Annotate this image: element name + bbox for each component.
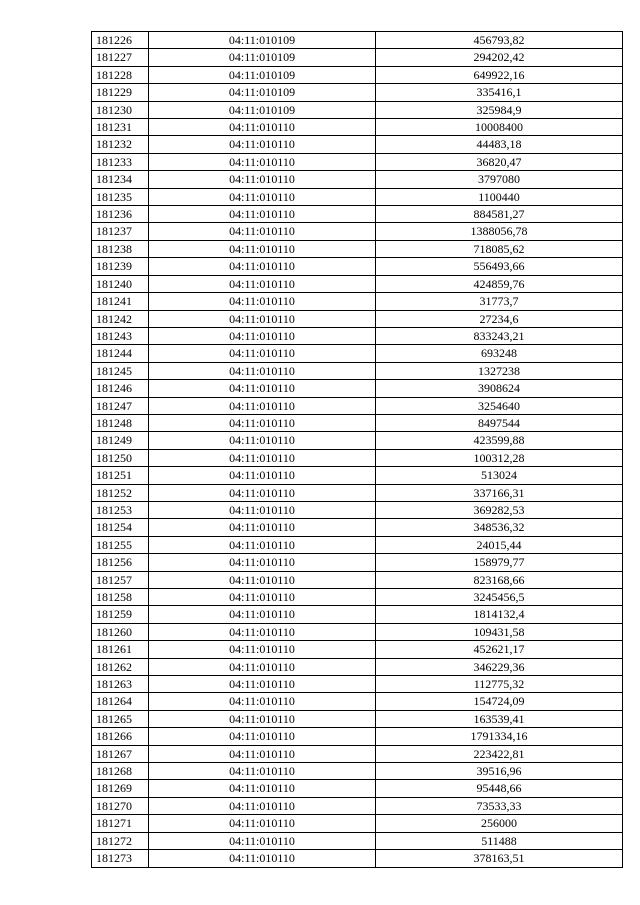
row-id-cell: 181226 <box>92 32 149 49</box>
cadastral-code-cell: 04:11:010110 <box>149 206 376 223</box>
value-cell: 112775,32 <box>376 676 623 693</box>
value-cell: 163539,41 <box>376 710 623 727</box>
value-cell: 1388056,78 <box>376 223 623 240</box>
value-cell: 73533,33 <box>376 797 623 814</box>
value-cell: 31773,7 <box>376 293 623 310</box>
row-id-cell: 181237 <box>92 223 149 240</box>
row-id-cell: 181255 <box>92 536 149 553</box>
cadastral-code-cell: 04:11:010110 <box>149 345 376 362</box>
table-row <box>92 380 623 397</box>
table-row <box>92 658 623 675</box>
data-table <box>91 31 623 868</box>
cadastral-code-cell: 04:11:010110 <box>149 763 376 780</box>
value-cell: 456793,82 <box>376 32 623 49</box>
row-id-cell: 181265 <box>92 710 149 727</box>
value-cell: 10008400 <box>376 119 623 136</box>
cadastral-code-cell: 04:11:010110 <box>149 188 376 205</box>
cadastral-code-cell: 04:11:010109 <box>149 49 376 66</box>
table-row <box>92 101 623 118</box>
row-id-cell: 181256 <box>92 554 149 571</box>
row-id-cell: 181231 <box>92 119 149 136</box>
cadastral-code-cell: 04:11:010110 <box>149 728 376 745</box>
row-id-cell: 181238 <box>92 240 149 257</box>
table-row <box>92 693 623 710</box>
row-id-cell: 181254 <box>92 519 149 536</box>
table-row <box>92 310 623 327</box>
cadastral-code-cell: 04:11:010109 <box>149 84 376 101</box>
table-row <box>92 676 623 693</box>
table-row <box>92 240 623 257</box>
value-cell: 511488 <box>376 832 623 849</box>
cadastral-code-cell: 04:11:010110 <box>149 223 376 240</box>
row-id-cell: 181230 <box>92 101 149 118</box>
value-cell: 256000 <box>376 815 623 832</box>
table-row <box>92 66 623 83</box>
row-id-cell: 181233 <box>92 153 149 170</box>
value-cell: 158979,77 <box>376 554 623 571</box>
value-cell: 8497544 <box>376 414 623 431</box>
row-id-cell: 181260 <box>92 623 149 640</box>
cadastral-code-cell: 04:11:010110 <box>149 432 376 449</box>
value-cell: 649922,16 <box>376 66 623 83</box>
table-row <box>92 397 623 414</box>
cadastral-code-cell: 04:11:010110 <box>149 850 376 867</box>
cadastral-code-cell: 04:11:010110 <box>149 380 376 397</box>
table-row <box>92 345 623 362</box>
value-cell: 884581,27 <box>376 206 623 223</box>
cadastral-code-cell: 04:11:010110 <box>149 484 376 501</box>
row-id-cell: 181243 <box>92 327 149 344</box>
cadastral-code-cell: 04:11:010110 <box>149 119 376 136</box>
cadastral-code-cell: 04:11:010110 <box>149 832 376 849</box>
table-row <box>92 519 623 536</box>
table-row <box>92 414 623 431</box>
cadastral-code-cell: 04:11:010110 <box>149 571 376 588</box>
value-cell: 556493,66 <box>376 258 623 275</box>
value-cell: 44483,18 <box>376 136 623 153</box>
row-id-cell: 181263 <box>92 676 149 693</box>
cadastral-code-cell: 04:11:010110 <box>149 153 376 170</box>
row-id-cell: 181261 <box>92 641 149 658</box>
row-id-cell: 181228 <box>92 66 149 83</box>
table-row <box>92 223 623 240</box>
value-cell: 3254640 <box>376 397 623 414</box>
row-id-cell: 181267 <box>92 745 149 762</box>
row-id-cell: 181249 <box>92 432 149 449</box>
table-row <box>92 797 623 814</box>
row-id-cell: 181269 <box>92 780 149 797</box>
row-id-cell: 181252 <box>92 484 149 501</box>
row-id-cell: 181259 <box>92 606 149 623</box>
table-row <box>92 136 623 153</box>
table-row <box>92 432 623 449</box>
value-cell: 39516,96 <box>376 763 623 780</box>
value-cell: 223422,81 <box>376 745 623 762</box>
table-row <box>92 745 623 762</box>
cadastral-code-cell: 04:11:010109 <box>149 66 376 83</box>
table-row <box>92 188 623 205</box>
table-row <box>92 780 623 797</box>
cadastral-code-cell: 04:11:010110 <box>149 658 376 675</box>
table-row <box>92 293 623 310</box>
table-row <box>92 815 623 832</box>
row-id-cell: 181240 <box>92 275 149 292</box>
row-id-cell: 181235 <box>92 188 149 205</box>
cadastral-code-cell: 04:11:010110 <box>149 693 376 710</box>
value-cell: 346229,36 <box>376 658 623 675</box>
value-cell: 348536,32 <box>376 519 623 536</box>
value-cell: 1327238 <box>376 362 623 379</box>
cadastral-code-cell: 04:11:010110 <box>149 240 376 257</box>
cadastral-code-cell: 04:11:010110 <box>149 589 376 606</box>
cadastral-code-cell: 04:11:010110 <box>149 797 376 814</box>
table-row <box>92 623 623 640</box>
value-cell: 154724,09 <box>376 693 623 710</box>
cadastral-code-cell: 04:11:010110 <box>149 258 376 275</box>
table-row <box>92 84 623 101</box>
value-cell: 294202,42 <box>376 49 623 66</box>
cadastral-code-cell: 04:11:010110 <box>149 327 376 344</box>
value-cell: 1791334,16 <box>376 728 623 745</box>
cadastral-code-cell: 04:11:010110 <box>149 397 376 414</box>
value-cell: 452621,17 <box>376 641 623 658</box>
table-row <box>92 171 623 188</box>
table-row <box>92 362 623 379</box>
row-id-cell: 181242 <box>92 310 149 327</box>
table-row <box>92 467 623 484</box>
cadastral-code-cell: 04:11:010110 <box>149 467 376 484</box>
table-row <box>92 153 623 170</box>
cadastral-code-cell: 04:11:010110 <box>149 676 376 693</box>
cadastral-code-cell: 04:11:010110 <box>149 171 376 188</box>
value-cell: 3908624 <box>376 380 623 397</box>
cadastral-code-cell: 04:11:010110 <box>149 501 376 518</box>
value-cell: 335416,1 <box>376 84 623 101</box>
cadastral-code-cell: 04:11:010110 <box>149 293 376 310</box>
value-cell: 1100440 <box>376 188 623 205</box>
cadastral-code-cell: 04:11:010110 <box>149 554 376 571</box>
cadastral-code-cell: 04:11:010110 <box>149 449 376 466</box>
row-id-cell: 181257 <box>92 571 149 588</box>
row-id-cell: 181234 <box>92 171 149 188</box>
cadastral-code-cell: 04:11:010110 <box>149 310 376 327</box>
cadastral-code-cell: 04:11:010110 <box>149 815 376 832</box>
cadastral-code-cell: 04:11:010110 <box>149 536 376 553</box>
value-cell: 378163,51 <box>376 850 623 867</box>
row-id-cell: 181227 <box>92 49 149 66</box>
value-cell: 718085,62 <box>376 240 623 257</box>
table-row <box>92 32 623 49</box>
value-cell: 3245456,5 <box>376 589 623 606</box>
row-id-cell: 181272 <box>92 832 149 849</box>
row-id-cell: 181271 <box>92 815 149 832</box>
cadastral-code-cell: 04:11:010110 <box>149 362 376 379</box>
row-id-cell: 181241 <box>92 293 149 310</box>
table-row <box>92 710 623 727</box>
row-id-cell: 181273 <box>92 850 149 867</box>
table-row <box>92 484 623 501</box>
value-cell: 369282,53 <box>376 501 623 518</box>
row-id-cell: 181250 <box>92 449 149 466</box>
table-row <box>92 571 623 588</box>
row-id-cell: 181232 <box>92 136 149 153</box>
value-cell: 95448,66 <box>376 780 623 797</box>
value-cell: 1814132,4 <box>376 606 623 623</box>
table-row <box>92 206 623 223</box>
table-row <box>92 641 623 658</box>
table-row <box>92 449 623 466</box>
row-id-cell: 181262 <box>92 658 149 675</box>
cadastral-code-cell: 04:11:010110 <box>149 710 376 727</box>
value-cell: 424859,76 <box>376 275 623 292</box>
value-cell: 833243,21 <box>376 327 623 344</box>
value-cell: 337166,31 <box>376 484 623 501</box>
cadastral-code-cell: 04:11:010110 <box>149 623 376 640</box>
row-id-cell: 181270 <box>92 797 149 814</box>
row-id-cell: 181244 <box>92 345 149 362</box>
row-id-cell: 181258 <box>92 589 149 606</box>
row-id-cell: 181248 <box>92 414 149 431</box>
row-id-cell: 181246 <box>92 380 149 397</box>
table-row <box>92 327 623 344</box>
row-id-cell: 181236 <box>92 206 149 223</box>
value-cell: 325984,9 <box>376 101 623 118</box>
cadastral-code-cell: 04:11:010110 <box>149 136 376 153</box>
table-row <box>92 554 623 571</box>
cadastral-code-cell: 04:11:010110 <box>149 641 376 658</box>
table-row <box>92 258 623 275</box>
value-cell: 823168,66 <box>376 571 623 588</box>
table-row <box>92 119 623 136</box>
table-row <box>92 763 623 780</box>
row-id-cell: 181266 <box>92 728 149 745</box>
table-row <box>92 275 623 292</box>
row-id-cell: 181264 <box>92 693 149 710</box>
cadastral-code-cell: 04:11:010109 <box>149 101 376 118</box>
table-row <box>92 606 623 623</box>
cadastral-code-cell: 04:11:010110 <box>149 275 376 292</box>
table-row <box>92 49 623 66</box>
row-id-cell: 181253 <box>92 501 149 518</box>
value-cell: 693248 <box>376 345 623 362</box>
value-cell: 100312,28 <box>376 449 623 466</box>
value-cell: 27234,6 <box>376 310 623 327</box>
row-id-cell: 181245 <box>92 362 149 379</box>
row-id-cell: 181239 <box>92 258 149 275</box>
cadastral-code-cell: 04:11:010109 <box>149 32 376 49</box>
table-row <box>92 589 623 606</box>
row-id-cell: 181268 <box>92 763 149 780</box>
value-cell: 423599,88 <box>376 432 623 449</box>
row-id-cell: 181247 <box>92 397 149 414</box>
table-row <box>92 728 623 745</box>
table-row <box>92 832 623 849</box>
cadastral-code-cell: 04:11:010110 <box>149 414 376 431</box>
table-row <box>92 501 623 518</box>
value-cell: 24015,44 <box>376 536 623 553</box>
cadastral-code-cell: 04:11:010110 <box>149 745 376 762</box>
cadastral-code-cell: 04:11:010110 <box>149 606 376 623</box>
cadastral-code-cell: 04:11:010110 <box>149 519 376 536</box>
value-cell: 513024 <box>376 467 623 484</box>
value-cell: 109431,58 <box>376 623 623 640</box>
row-id-cell: 181251 <box>92 467 149 484</box>
table-row <box>92 850 623 867</box>
value-cell: 3797080 <box>376 171 623 188</box>
cadastral-code-cell: 04:11:010110 <box>149 780 376 797</box>
table-row <box>92 536 623 553</box>
data-table-body <box>92 32 623 868</box>
value-cell: 36820,47 <box>376 153 623 170</box>
row-id-cell: 181229 <box>92 84 149 101</box>
